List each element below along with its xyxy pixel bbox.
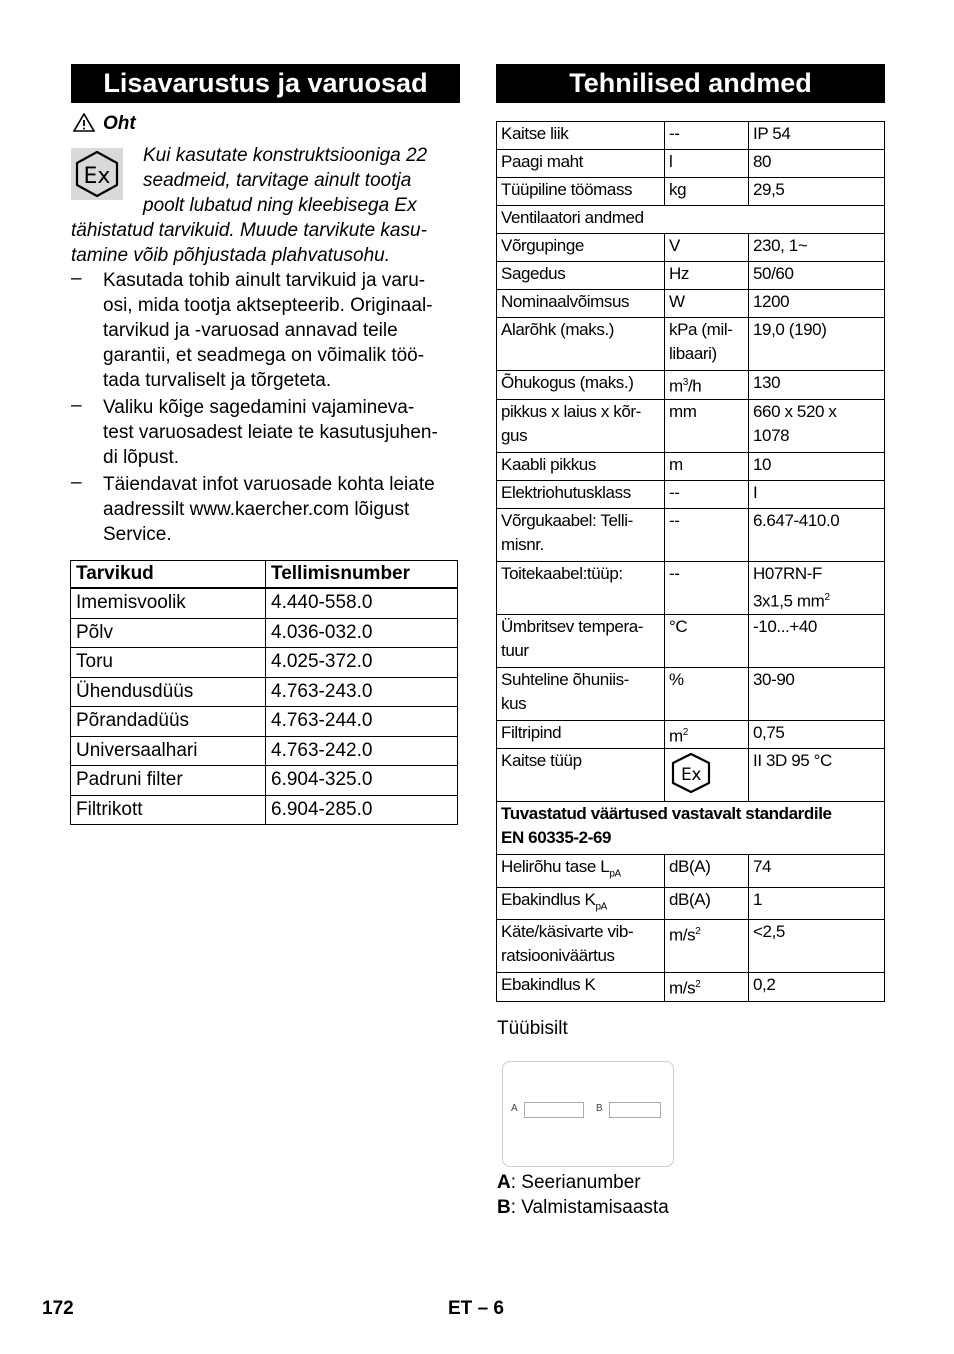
table-row: Tüüpiline töömass kg 29,5	[497, 178, 885, 206]
table-row: Käte/käsivarte vib- ratsiooniväärtus $m/s^2$ <2,5	[497, 920, 885, 973]
ex-icon	[71, 148, 123, 200]
table-row: Põrandadüüs 4.763-244.0	[71, 707, 458, 737]
table-row: Universaalhari 4.763-242.0	[71, 736, 458, 766]
table-row: Sagedus Hz 50/60	[497, 262, 885, 290]
warning-title	[73, 113, 136, 135]
table-row: Alarõhk (maks.) kPa (mil- libaari) 19,0 (190)	[497, 318, 885, 371]
table-row: Kaitse tüüp Ex II 3D 95 °C	[497, 749, 885, 802]
svg-text:Ex: Ex	[680, 765, 702, 786]
table-header-cell: Tellimisnumber	[266, 561, 458, 589]
table-row: Paagi maht l 80	[497, 150, 885, 178]
footer-section: ET – 6	[448, 1298, 504, 1319]
bullet-text: Kasutada tohib ainult tarvikuid ja varu- osi, mida tootja aktsepteerib. Originaal- tarvikud ja -varuosad annavad teile garantii, et seadmega on võimalik töö- tada turvaliselt ja tõrgeteta.	[103, 270, 433, 391]
table-row: Elektriohutusklass -- I	[497, 480, 885, 508]
table-row: Ebakindlus K $m/s^2$ 0,2	[497, 973, 885, 1002]
ex-hexagon-icon	[669, 752, 713, 794]
table-row: Võrgukaabel: Telli- misnr. -- 6.647-410.0	[497, 508, 885, 561]
bullet-text: Täiendavat infot varuosade kohta leiate aadressilt www.kaercher.com lõigust Service.	[103, 474, 435, 545]
table-row: Toru 4.025-372.0	[71, 648, 458, 678]
legend-a: A: Seerianumber	[497, 1172, 641, 1193]
table-row: Ebakindlus $K_{pA}$ dB(A) 1	[497, 887, 885, 919]
table-row: Ümbritsev tempera- tuur °C -10...+40	[497, 614, 885, 667]
warning-text-cont: tähistatud tarvikuid. Muude tarvikute kasu- tamine võib põhjustada plahvatusohu.	[71, 220, 427, 266]
table-header-cell: Tarvikud	[71, 561, 266, 589]
technical-data-table	[496, 121, 885, 1002]
bullet-dash: –	[71, 395, 82, 416]
type-plate-illustration	[502, 1061, 674, 1167]
section-heading-technical-data: Tehnilised andmed	[496, 64, 885, 103]
table-row: Tuvastatud väärtused vastavalt standardile EN 60335-2-69	[497, 802, 885, 855]
page-number: 172	[42, 1298, 74, 1319]
table-row: Ühendusdüüs 4.763-243.0	[71, 677, 458, 707]
plate-field-b	[609, 1102, 661, 1118]
table-row: Kaabli pikkus m 10	[497, 452, 885, 480]
warning-label: Oht	[103, 113, 136, 134]
plate-field-a	[524, 1102, 584, 1118]
table-row: Ventilaatori andmed	[497, 206, 885, 234]
svg-text:Ex: Ex	[83, 164, 111, 189]
table-row: Toitekaabel:tüüp: -- H07RN-F 3x1,5 $mm^2$	[497, 561, 885, 614]
bullet-dash: –	[71, 268, 82, 289]
plate-label-a: A	[511, 1103, 518, 1114]
table-row: Filtrikott 6.904-285.0	[71, 795, 458, 825]
table-row: pikkus x laius x kõr- gus mm 660 x 520 x 1078	[497, 399, 885, 452]
table-row: Padruni filter 6.904-325.0	[71, 766, 458, 796]
section-heading-accessories: Lisavarustus ja varuosad	[71, 64, 460, 103]
table-row: Filtripind $m^2$ 0,75	[497, 720, 885, 749]
bullet-text: Valiku kõige sagedamini vajamineva- test varuosadest leiate te kasutusjuhen- di lõpust.	[103, 397, 438, 468]
table-row: Õhukogus (maks.) $m^3/h$ 130	[497, 371, 885, 400]
bullet-dash: –	[71, 472, 82, 493]
plate-label-b: B	[596, 1103, 603, 1114]
table-row: Nominaalvõimsus W 1200	[497, 290, 885, 318]
table-row: Suhteline õhuniis- kus % 30-90	[497, 667, 885, 720]
table-row: Kaitse liik -- IP 54	[497, 122, 885, 150]
warning-triangle-icon	[73, 113, 95, 132]
table-header-row	[71, 561, 458, 589]
table-row: Imemisvoolik 4.440-558.0	[71, 588, 458, 618]
table-row: Põlv 4.036-032.0	[71, 618, 458, 648]
warning-text: Kui kasutate konstruktsiooniga 22 seadmeid, tarvitage ainult tootja poolt lubatud ning kleebisega Ex	[143, 145, 428, 216]
accessories-table	[70, 560, 458, 825]
legend-b: B: Valmistamisaasta	[497, 1197, 669, 1218]
type-plate-title: Tüübisilt	[497, 1018, 568, 1039]
table-row: Helirõhu tase $L_{pA}$ dB(A) 74	[497, 855, 885, 887]
table-row: Võrgupinge V 230, 1~	[497, 234, 885, 262]
